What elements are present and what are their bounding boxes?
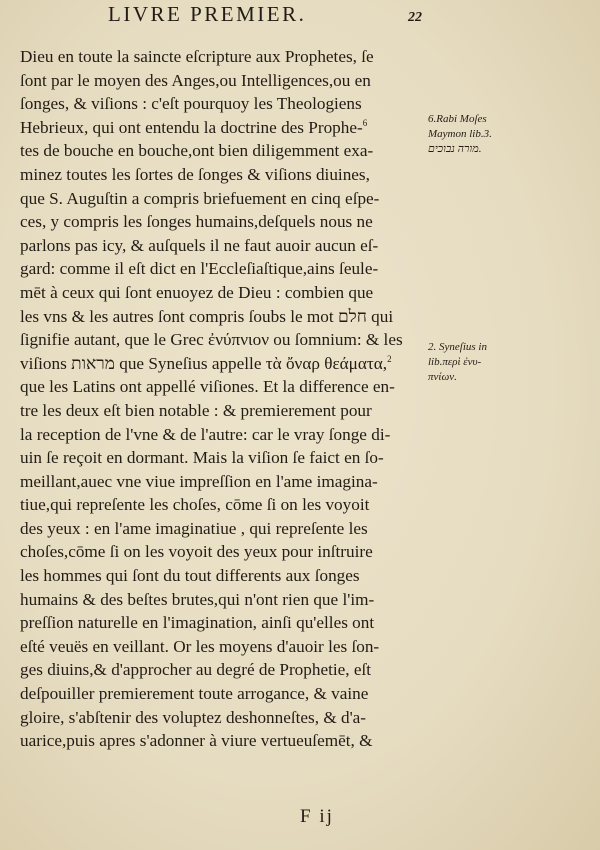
text-line: mēt à ceux qui ſont enuoyez de Dieu : combien que bbox=[20, 282, 374, 302]
margin-note-line: lib.περὶ ἐνυ- bbox=[428, 356, 482, 368]
text-line: ces, y compris les ſonges humains,deſquels nous ne bbox=[20, 212, 373, 232]
signature-mark: F ij bbox=[300, 806, 334, 827]
text-line: la reception de l'vne & de l'autre: car le vray ſonge di- bbox=[20, 424, 391, 444]
text-line: gard: comme il eſt dict en l'Eccleſiaſtique,ains ſeule- bbox=[20, 259, 379, 279]
text-line: que les Latins ont appellé viſiones. Et la difference en- bbox=[20, 377, 395, 397]
text-line: ges diuins,& d'approcher au degré de Prophetie, eſt bbox=[20, 660, 372, 680]
text-line: que S. Auguſtin a compris briefuement en cinq eſpe- bbox=[20, 188, 380, 208]
text-line: les vns & les autres ſont compris ſoubs le mot חלם qui bbox=[20, 306, 394, 326]
main-text-column bbox=[20, 45, 435, 753]
text-line: parlons pas icy, & auſquels il ne faut auoir aucun eſ- bbox=[20, 235, 379, 255]
margin-note-line: πνίων. bbox=[428, 371, 457, 383]
margin-note-line: 2. Syneſius in bbox=[428, 341, 487, 353]
text-line: preſſion naturelle en l'imagination, ainſi qu'elles ont bbox=[20, 613, 375, 633]
text-line: des yeux : en l'ame imaginatiue , qui repreſente les bbox=[20, 518, 368, 538]
text-line-content: viſions מראות que Syneſius appelle τὰ ὄναρ θεάματα, bbox=[20, 353, 388, 373]
text-line: gloire, s'abſtenir des voluptez deshonneſtes, & d'a- bbox=[20, 707, 367, 727]
text-line: les hommes qui ſont du tout differents aux ſonges bbox=[20, 566, 360, 586]
running-head: LIVRE PREMIER. bbox=[108, 2, 307, 26]
page-number: 22 bbox=[408, 10, 422, 25]
margin-note-line: Maymon lib.3. bbox=[428, 128, 492, 140]
margin-note-2 bbox=[428, 340, 596, 385]
margin-note-line: 6.Rabi Moſes bbox=[428, 113, 487, 125]
text-line: choſes,cōme ſi on les voyoit des yeux pour inſtruire bbox=[20, 542, 373, 562]
text-line: eſté veuës en veillant. Or les moyens d'auoir les ſon- bbox=[20, 636, 380, 656]
text-line: Dieu en toute la saincte eſcripture aux Prophetes, ſe bbox=[20, 47, 374, 66]
text-line: minez toutes les ſortes de ſonges & viſions diuines, bbox=[20, 164, 370, 184]
text-line: ſont par le moyen des Anges,ou Intelligences,ou en bbox=[20, 70, 371, 90]
text-line bbox=[20, 116, 435, 140]
text-line: deſpouiller premierement toute arrogance, & vaine bbox=[20, 684, 369, 704]
text-line: uin ſe reçoit en dormant. Mais la viſion ſe faict en ſo- bbox=[20, 448, 384, 468]
text-line: tre les deux eſt bien notable : & premierement pour bbox=[20, 400, 372, 420]
text-line-start: Hebrieux, qui ont entendu la doctrine des Prophe- bbox=[20, 117, 363, 137]
text-line: humains & des beſtes brutes,qui n'ont rien que l'im- bbox=[20, 589, 375, 609]
page-header bbox=[0, 0, 600, 40]
text-line: ſignifie autant, que le Grec ἐνύπνιον ou ſomnium: & les bbox=[20, 330, 403, 350]
footnote-marker: 2 bbox=[387, 353, 392, 364]
text-line: tiue,qui repreſente les choſes, cōme ſi on les voyoit bbox=[20, 495, 370, 515]
footnote-marker: 6 bbox=[362, 117, 368, 128]
text-line: meillant,auec vne viue impreſſion en l'ame imagina- bbox=[20, 471, 378, 491]
text-line: uarice,puis apres s'adonner à viure vertueuſemēt, & bbox=[20, 731, 373, 751]
text-line: tes de bouche en bouche,ont bien diligemment exa- bbox=[20, 141, 374, 161]
margin-note-6 bbox=[428, 112, 596, 157]
text-line bbox=[20, 352, 435, 376]
margin-notes bbox=[428, 112, 596, 568]
text-line: ſonges, & viſions : c'eſt pourquoy les Theologiens bbox=[20, 94, 362, 114]
margin-note-line: מורה נבוכים. bbox=[428, 143, 482, 155]
